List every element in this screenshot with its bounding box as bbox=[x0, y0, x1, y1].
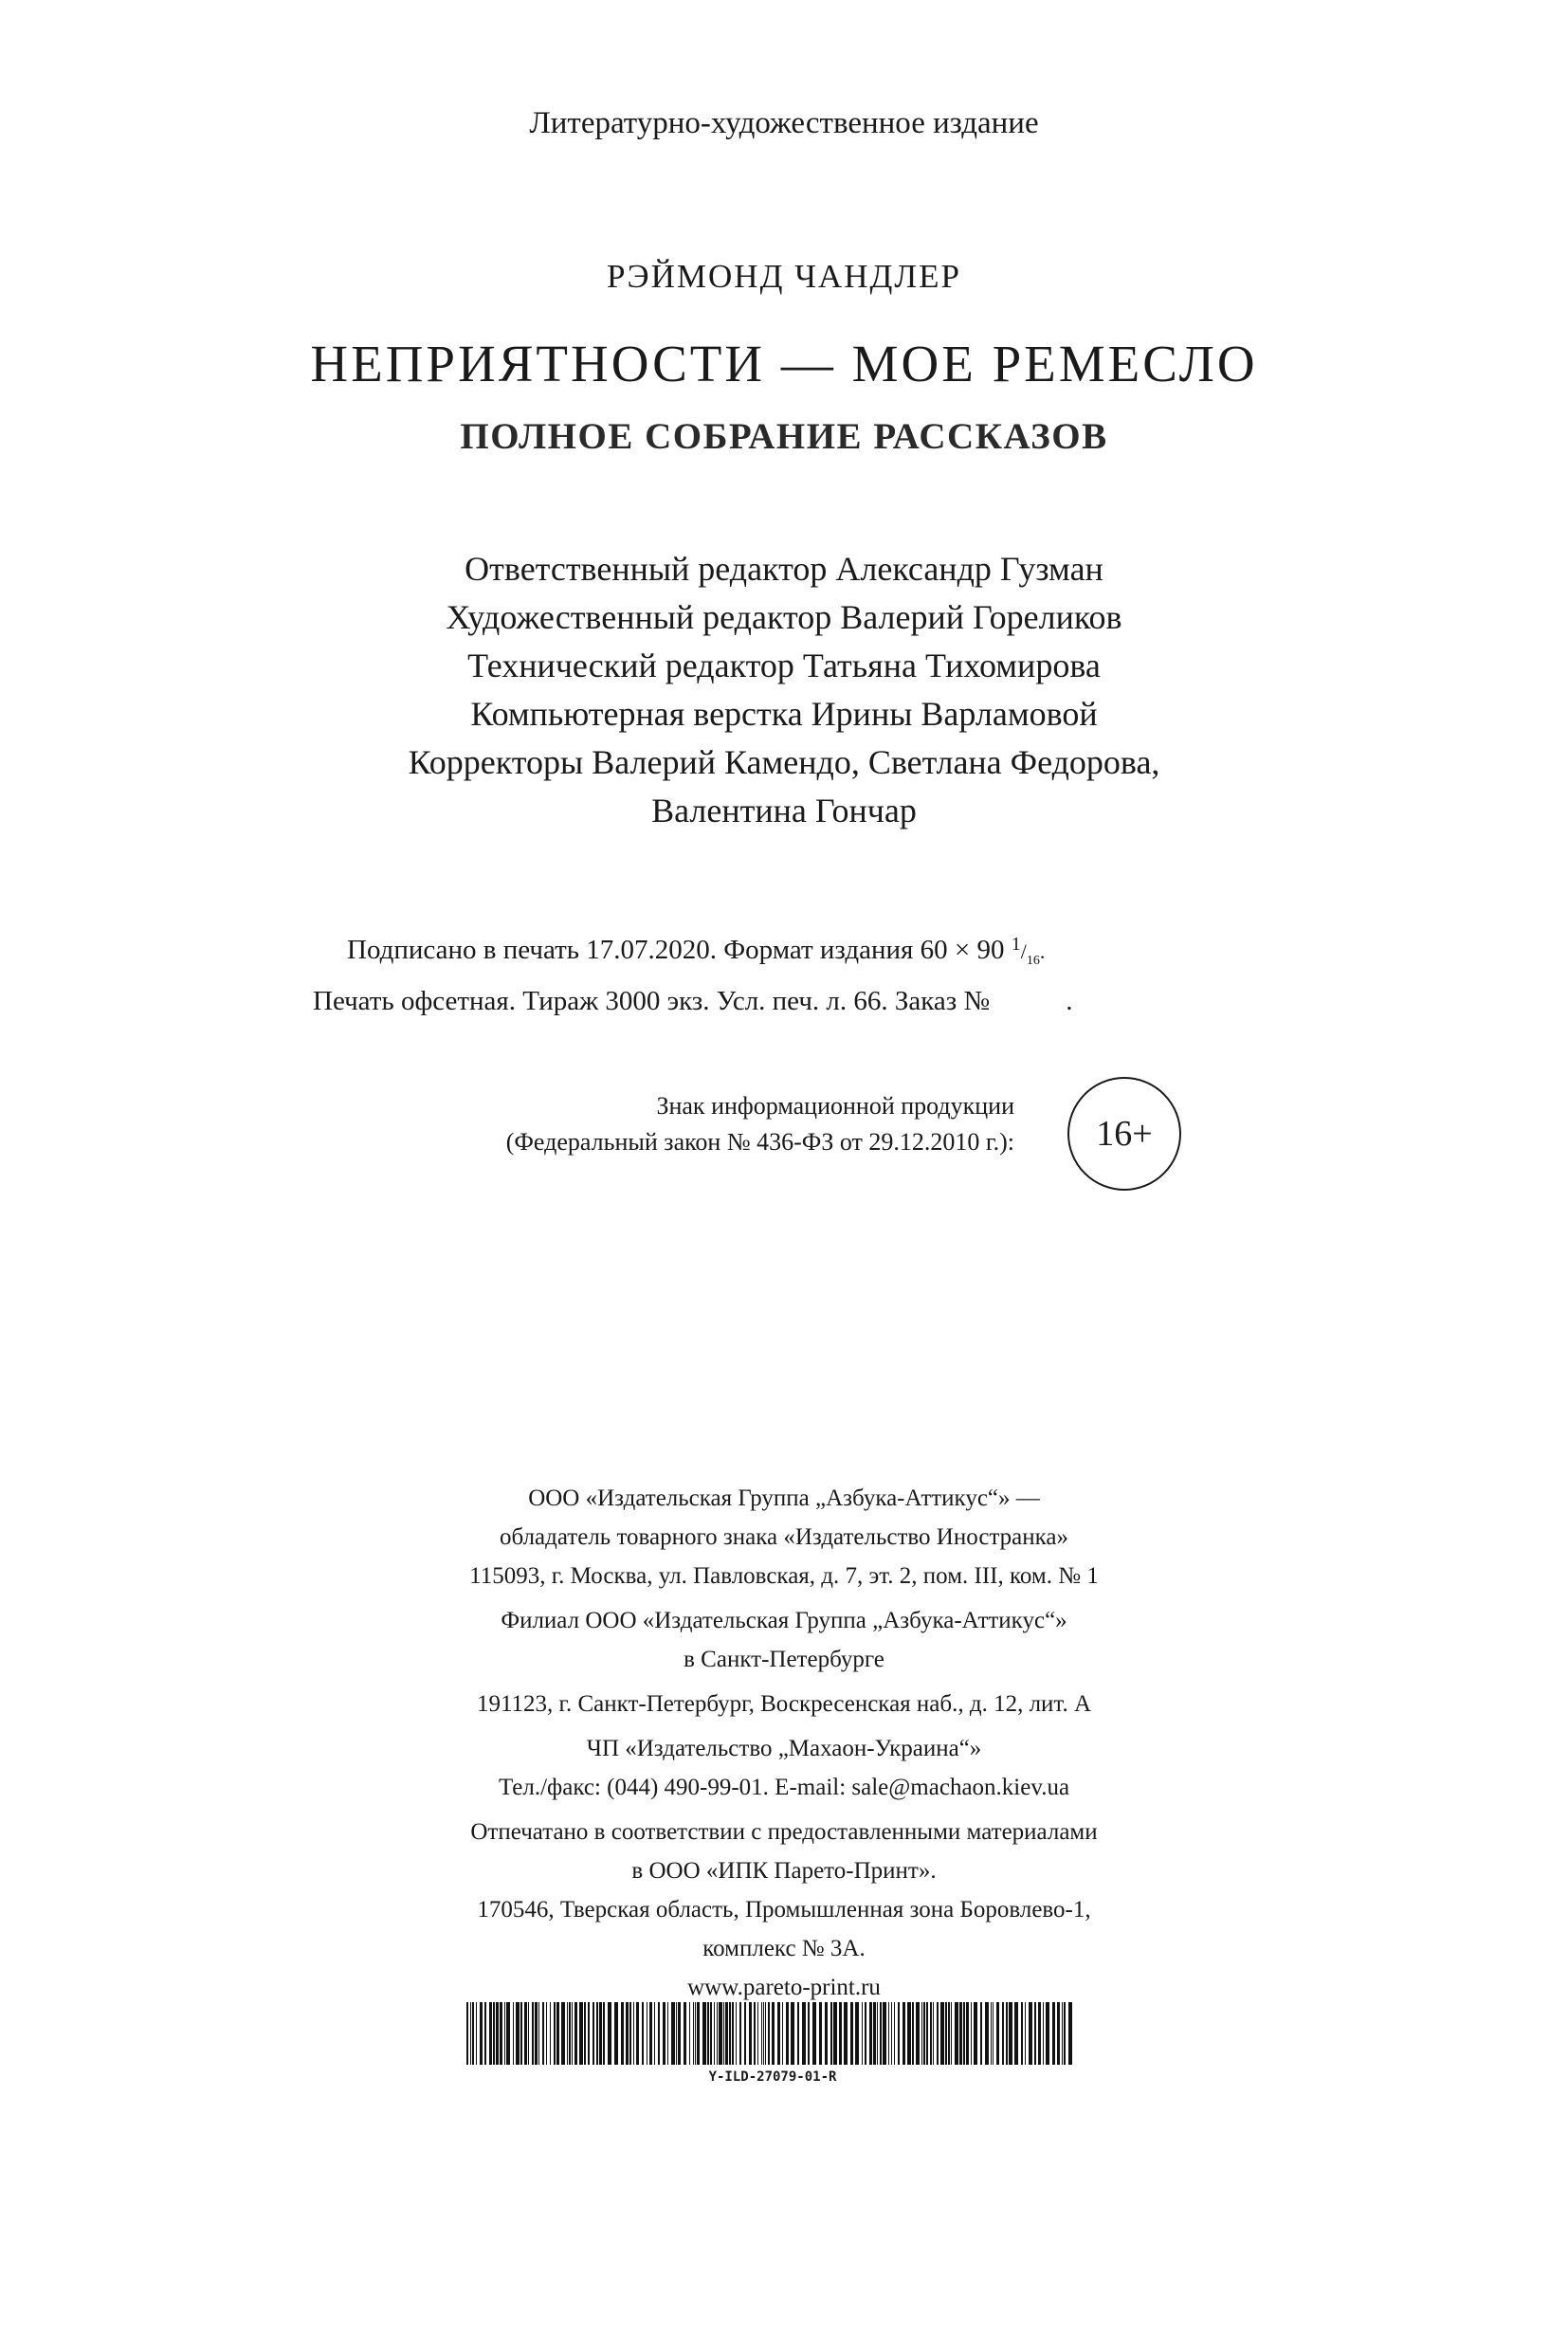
barcode-bar bbox=[985, 2002, 989, 2065]
barcode-bar bbox=[808, 2002, 810, 2065]
barcode-bar bbox=[1009, 2002, 1012, 2065]
barcode-bar bbox=[528, 2002, 529, 2065]
barcode-bar bbox=[695, 2002, 696, 2065]
barcode-bar bbox=[802, 2002, 806, 2065]
barcode-bar bbox=[626, 2002, 629, 2065]
barcode-bar bbox=[579, 2002, 583, 2065]
barcode-bar bbox=[689, 2002, 690, 2065]
barcode-bar bbox=[916, 2002, 920, 2065]
barcode-bar bbox=[593, 2002, 594, 2065]
barcode-bar bbox=[732, 2002, 734, 2065]
publisher-line: Тел./факс: (044) 490-99-01. E-mail: sale@machaon.kiev.ua bbox=[498, 1775, 1070, 1800]
barcode-bar bbox=[844, 2002, 848, 2065]
barcode-bar bbox=[926, 2002, 928, 2065]
barcode-bar bbox=[777, 2002, 780, 2065]
barcode-bar bbox=[663, 2002, 665, 2065]
barcode-bar bbox=[966, 2002, 969, 2065]
format-denominator: 16 bbox=[1026, 954, 1040, 968]
barcode-bar bbox=[991, 2002, 992, 2065]
barcode-bar bbox=[569, 2002, 571, 2065]
barcode-bar bbox=[572, 2002, 573, 2065]
barcode-bar bbox=[584, 2002, 586, 2065]
barcode-bar bbox=[693, 2002, 694, 2065]
barcode-bar bbox=[891, 2002, 892, 2065]
barcode-bar bbox=[912, 2002, 914, 2065]
barcode-bar bbox=[812, 2002, 816, 2065]
barcode-bar bbox=[710, 2002, 712, 2065]
barcode-bar bbox=[833, 2002, 837, 2065]
barcode-bar bbox=[1068, 2002, 1072, 2065]
barcode-bar bbox=[524, 2002, 527, 2065]
publisher-line: 115093, г. Москва, ул. Павловская, д. 7, эт. 2, пом. III, ком. № 1 bbox=[469, 1563, 1099, 1589]
barcode-bar bbox=[599, 2002, 602, 2065]
barcode-bar bbox=[516, 2002, 520, 2065]
barcode-bar bbox=[930, 2002, 932, 2065]
barcode-bar bbox=[520, 2002, 522, 2065]
barcode-bar bbox=[1057, 2002, 1060, 2065]
publisher-line: ООО «Издательская Группа „Азбука-Аттикус“» — bbox=[528, 1485, 1040, 1511]
barcode-bar bbox=[855, 2002, 859, 2065]
print-info-line-1 bbox=[313, 924, 1261, 981]
publisher-line: Отпечатано в соответствии с предоставленными материалами bbox=[470, 1819, 1098, 1845]
barcode-bar bbox=[877, 2002, 878, 2065]
barcode-code: Y-ILD-27079-01-R bbox=[708, 2069, 837, 2085]
barcode-bar bbox=[993, 2002, 994, 2065]
barcode-bar bbox=[554, 2002, 556, 2065]
barcode-bar bbox=[667, 2002, 668, 2065]
barcode-bar bbox=[963, 2002, 965, 2065]
publisher-line: 191123, г. Санкт-Петербург, Воскресенская наб., д. 12, лит. А bbox=[476, 1691, 1092, 1717]
barcode-image bbox=[466, 2002, 1079, 2065]
barcode-bar bbox=[974, 2002, 977, 2065]
barcode-bar bbox=[754, 2002, 756, 2065]
barcode-bar bbox=[542, 2002, 544, 2065]
barcode-bar bbox=[504, 2002, 505, 2065]
credit-line: Художественный редактор Валерий Гореликов bbox=[446, 598, 1122, 636]
barcode-bar bbox=[723, 2002, 724, 2065]
credit-line: Технический редактор Татьяна Тихомирова bbox=[467, 647, 1101, 684]
barcode-bar bbox=[546, 2002, 547, 2065]
barcode-bar bbox=[921, 2002, 922, 2065]
barcode-bar bbox=[850, 2002, 853, 2065]
publisher-line: в ООО «ИПК Парето-Принт». bbox=[631, 1858, 937, 1884]
barcode-bar bbox=[959, 2002, 962, 2065]
barcode-bar bbox=[945, 2002, 947, 2065]
book-title: НЕПРИЯТНОСТИ — МОЕ РЕМЕСЛО bbox=[310, 335, 1258, 392]
barcode-bar bbox=[707, 2002, 709, 2065]
barcode-bar bbox=[825, 2002, 828, 2065]
barcode-bar bbox=[839, 2002, 842, 2065]
print-info-text: Подписано в печать 17.07.2020. Формат издания 60 × 90 bbox=[347, 935, 1005, 965]
barcode-bar bbox=[717, 2002, 718, 2065]
barcode-bar bbox=[1038, 2002, 1041, 2065]
age-sign-line: (Федеральный закон № 436-ФЗ от 29.12.2010 г.): bbox=[505, 1128, 1014, 1156]
barcode-bar bbox=[791, 2002, 794, 2065]
barcode-bar bbox=[797, 2002, 799, 2065]
barcode-bar bbox=[493, 2002, 495, 2065]
barcode-bar bbox=[1052, 2002, 1055, 2065]
barcode-bar bbox=[1043, 2002, 1044, 2065]
barcode-bar bbox=[684, 2002, 686, 2065]
barcode-bar bbox=[654, 2002, 655, 2065]
barcode-bar bbox=[588, 2002, 590, 2065]
barcode-bar bbox=[865, 2002, 866, 2065]
barcode-bar bbox=[472, 2002, 474, 2065]
barcode-bar bbox=[608, 2002, 611, 2065]
barcode-bar bbox=[513, 2002, 514, 2065]
barcode-bar bbox=[636, 2002, 639, 2065]
barcode-bar bbox=[550, 2002, 551, 2065]
barcode-bar bbox=[1021, 2002, 1023, 2065]
barcode-bar bbox=[933, 2002, 934, 2065]
book-subtitle: ПОЛНОЕ СОБРАНИЕ РАССКАЗОВ bbox=[460, 416, 1108, 457]
barcode-bar bbox=[671, 2002, 675, 2065]
barcode-bar bbox=[596, 2002, 598, 2065]
barcode-bar bbox=[614, 2002, 618, 2065]
print-info bbox=[313, 924, 1261, 1022]
barcode-bar bbox=[761, 2002, 762, 2065]
barcode-bar bbox=[830, 2002, 832, 2065]
credit-line: Ответственный редактор Александр Гузман bbox=[465, 550, 1103, 588]
barcode-bar bbox=[1002, 2002, 1004, 2065]
barcode-bar bbox=[903, 2002, 905, 2065]
barcode-bar bbox=[786, 2002, 789, 2065]
barcode-bar bbox=[1006, 2002, 1008, 2065]
barcode-bar bbox=[466, 2002, 468, 2065]
barcode-bar bbox=[649, 2002, 652, 2065]
barcode-bar bbox=[484, 2002, 486, 2065]
print-info-text: Печать офсетная. Тираж 3000 экз. Усл. печ. л. 66. Заказ № bbox=[313, 986, 991, 1016]
barcode-bar bbox=[772, 2002, 775, 2065]
barcode-bar bbox=[506, 2002, 510, 2065]
barcode-bar bbox=[1064, 2002, 1066, 2065]
barcode-bar bbox=[749, 2002, 752, 2065]
format-fraction: $^1/_{16}$. bbox=[1011, 934, 1046, 968]
barcode-bar bbox=[1046, 2002, 1049, 2065]
barcode-bar bbox=[476, 2002, 477, 2065]
barcode-bar bbox=[880, 2002, 882, 2065]
barcode-bar bbox=[719, 2002, 722, 2065]
publisher-block bbox=[0, 1479, 1568, 2007]
barcode-bar bbox=[470, 2002, 471, 2065]
barcode-bar bbox=[567, 2002, 568, 2065]
edition-type: Литературно-художественное издание bbox=[529, 106, 1039, 140]
barcode-bar bbox=[1034, 2002, 1036, 2065]
barcode-bar bbox=[702, 2002, 706, 2065]
age-rating-badge: 16+ bbox=[1067, 1077, 1181, 1191]
barcode-bar bbox=[697, 2002, 700, 2065]
barcode-bar bbox=[883, 2002, 886, 2065]
barcode-bar bbox=[1014, 2002, 1018, 2065]
publisher-line: www.pareto-print.ru bbox=[687, 1975, 881, 2000]
publisher-line: обладатель товарного знака «Издательство Иностранка» bbox=[499, 1524, 1069, 1550]
barcode-bar bbox=[996, 2002, 999, 2065]
barcode-bar bbox=[725, 2002, 728, 2065]
barcode-bar bbox=[676, 2002, 677, 2065]
barcode-bar bbox=[763, 2002, 764, 2065]
barcode-bar bbox=[500, 2002, 502, 2065]
barcode-bar bbox=[658, 2002, 660, 2065]
barcode-bar bbox=[489, 2002, 492, 2065]
format-numerator: 1 bbox=[1011, 934, 1021, 955]
publisher-line: в Санкт-Петербурге bbox=[684, 1647, 884, 1672]
credit-line: Валентина Гончар bbox=[651, 792, 917, 829]
barcode-bar bbox=[862, 2002, 863, 2065]
barcode-bar bbox=[898, 2002, 900, 2065]
barcode-bar bbox=[768, 2002, 770, 2065]
barcode-bar bbox=[951, 2002, 952, 2065]
barcode-bar bbox=[869, 2002, 872, 2065]
barcode-bar bbox=[819, 2002, 822, 2065]
barcode-bar bbox=[496, 2002, 499, 2065]
barcode-bar bbox=[556, 2002, 559, 2065]
barcode-bar bbox=[538, 2002, 539, 2065]
barcode-bar bbox=[1025, 2002, 1026, 2065]
publisher-line: 170546, Тверская область, Промышленная зона Боровлево-1, bbox=[477, 1897, 1091, 1923]
barcode-bar bbox=[1029, 2002, 1032, 2065]
barcode-bar bbox=[535, 2002, 538, 2065]
barcode-bar bbox=[642, 2002, 644, 2065]
barcode-bar bbox=[714, 2002, 715, 2065]
barcode-bar bbox=[1062, 2002, 1063, 2065]
barcode-bar bbox=[765, 2002, 766, 2065]
barcode-bar bbox=[955, 2002, 958, 2065]
barcode-bar bbox=[736, 2002, 737, 2065]
barcode-bar bbox=[739, 2002, 741, 2065]
credit-line: Корректоры Валерий Камендо, Светлана Федорова, bbox=[408, 743, 1160, 781]
publisher-line: Филиал ООО «Издательская Группа „Азбука-Аттикус“» bbox=[501, 1608, 1067, 1633]
barcode-bar bbox=[782, 2002, 783, 2065]
barcode-bar bbox=[948, 2002, 950, 2065]
age-sign-text bbox=[370, 1088, 1014, 1160]
barcode-bar bbox=[940, 2002, 944, 2065]
credit-line: Компьютерная верстка Ирины Варламовой bbox=[470, 695, 1098, 733]
barcode-bar bbox=[923, 2002, 925, 2065]
barcode-bar bbox=[980, 2002, 982, 2065]
barcode-bar bbox=[561, 2002, 565, 2065]
barcode-bar bbox=[603, 2002, 605, 2065]
barcode-bar bbox=[729, 2002, 731, 2065]
barcode-bar bbox=[633, 2002, 634, 2065]
barcode-bar bbox=[532, 2002, 534, 2065]
publisher-line: ЧП «Издательство „Махаон-Украина“» bbox=[586, 1736, 982, 1761]
barcode-bar bbox=[907, 2002, 911, 2065]
barcode-bar bbox=[629, 2002, 631, 2065]
barcode-bar bbox=[873, 2002, 876, 2065]
barcode-bar bbox=[937, 2002, 939, 2065]
barcode-bar bbox=[888, 2002, 889, 2065]
book-author: РЭЙМОНД ЧАНДЛЕР bbox=[607, 258, 961, 295]
barcode-bar bbox=[621, 2002, 624, 2065]
print-info-line-2: Печать офсетная. Тираж 3000 экз. Усл. печ. л. 66. Заказ № . bbox=[313, 986, 1073, 1016]
barcode-bar bbox=[744, 2002, 746, 2065]
barcode-bar bbox=[894, 2002, 895, 2065]
barcode-bar bbox=[757, 2002, 758, 2065]
barcode-bar bbox=[971, 2002, 972, 2065]
barcode-bar bbox=[574, 2002, 577, 2065]
age-sign-line: Знак информационной продукции bbox=[656, 1092, 1014, 1120]
credits-block bbox=[0, 545, 1568, 835]
barcode-bar bbox=[678, 2002, 681, 2065]
barcode-bar bbox=[480, 2002, 483, 2065]
publisher-line: комплекс № 3А. bbox=[702, 1936, 866, 1961]
